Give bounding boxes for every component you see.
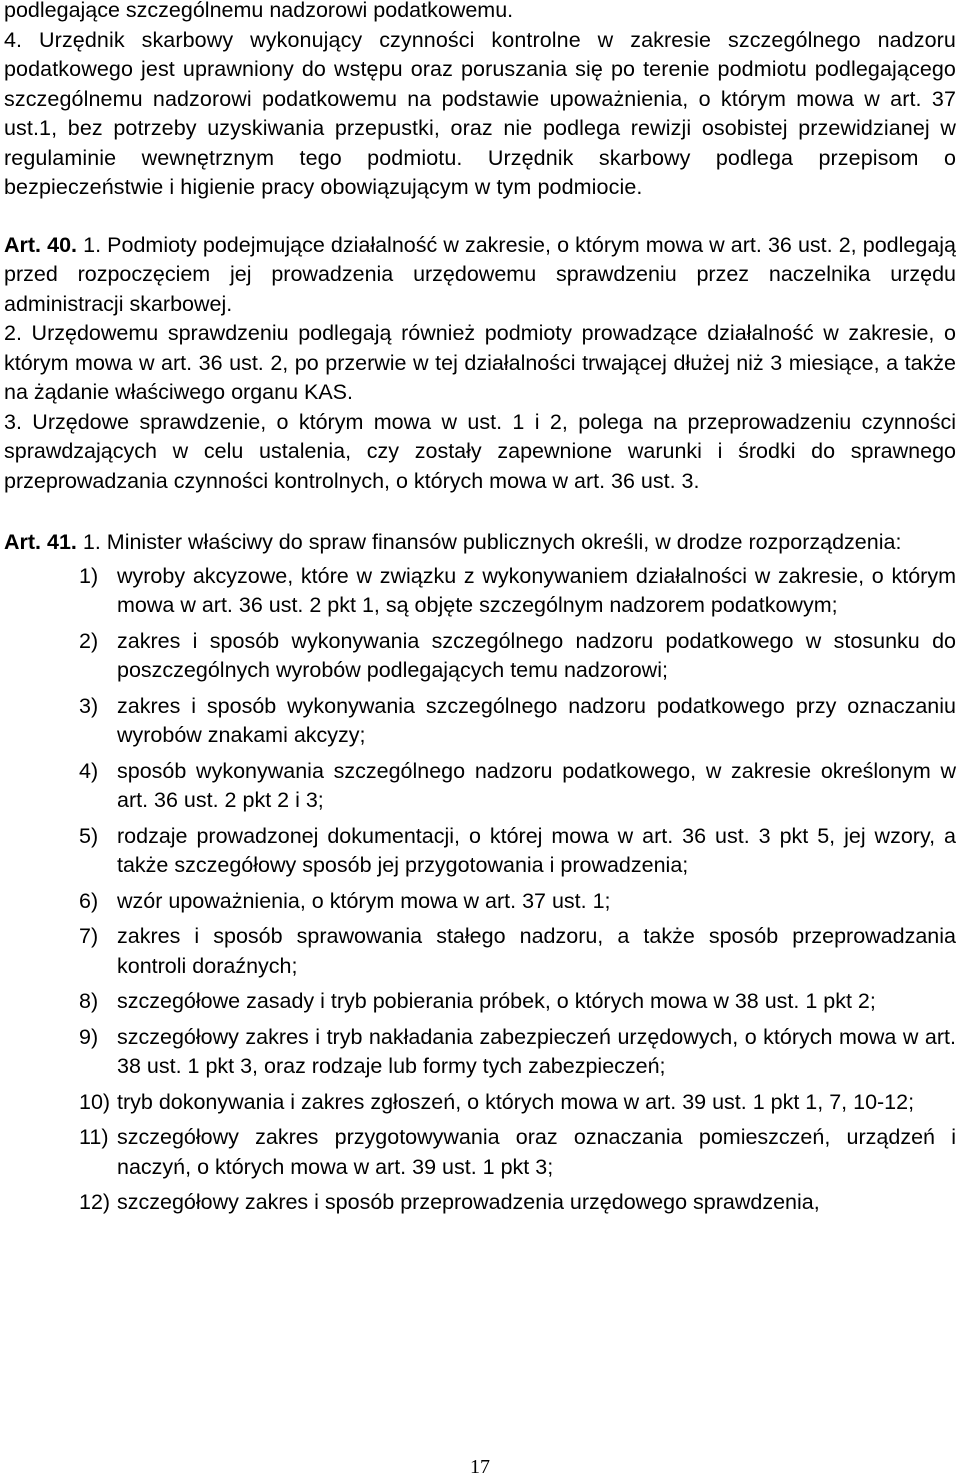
art41-item-list [4,562,956,1218]
list-item-text: szczegółowe zasady i tryb pobierania próbek, o których mowa w 38 ust. 1 pkt 2; [117,989,876,1013]
list-item-text: wzór upoważnienia, o którym mowa w art. 37 ust. 1; [117,888,611,913]
list-item-number: 6) [79,888,99,913]
paragraph-continuation: podlegające szczególnemu nadzorowi podatkowemu. [4,0,514,22]
list-item [4,692,956,751]
list-item [4,822,956,881]
list-item [4,1188,956,1218]
list-item-number: 1) [79,563,99,588]
list-item-number: 10) [79,1089,111,1114]
list-item-number: 11) [79,1125,109,1149]
paragraph-art40-ust2: 2. Urzędowemu sprawdzeniu podlegają również podmioty prowadzące działalność w zakresie, o którym mowa w art. 36 ust. 2, po przerwie w tej działalności trwającej dłużej niż 3 miesiące, a także na żądanie właściwego organu KAS. [4,321,956,404]
list-item-number: 5) [79,823,99,848]
list-item-number: 9) [79,1024,99,1049]
list-item-number: 8) [79,989,99,1013]
list-item-number: 3) [79,693,99,718]
list-item-number: 2) [79,628,99,653]
list-item-text: rodzaje prowadzonej dokumentacji, o której mowa w art. 36 ust. 3 pkt 5, jej wzory, a także szczegółowy sposób jej przygotowania i prowadzenia; [117,823,956,877]
list-item-text: sposób wykonywania szczególnego nadzoru podatkowego, w zakresie określonym w art. 36 ust. 2 pkt 2 i 3; [117,758,956,812]
paragraph-art40-ust1 [4,231,956,320]
list-item-text: zakres i sposób sprawowania stałego nadzoru, a także sposób przeprowadzania kontroli doraźnych; [117,924,956,978]
document-page [4,0,956,1224]
list-item [4,1123,956,1182]
article-heading-art41: Art. 41. [4,530,77,554]
article-heading-art40: Art. 40. [4,232,78,257]
list-item-text: szczegółowy zakres i tryb nakładania zabezpieczeń urzędowych, o których mowa w art. 38 ust. 1 pkt 3, oraz rodzaje lub formy tych zabezpieczeń; [117,1024,956,1078]
list-item-text: szczegółowy zakres przygotowywania oraz oznaczania pomieszczeń, urządzeń i naczyń, o których mowa w art. 39 ust. 1 pkt 3; [117,1125,956,1179]
list-item [4,1088,956,1118]
list-item [4,627,956,686]
page-number: 17 [470,1456,490,1478]
list-item-text: wyroby akcyzowe, które w związku z wykonywaniem działalności w zakresie, o którym mowa w art. 36 ust. 2 pkt 1, są objęte szczególnym nadzorem podatkowym; [117,563,956,617]
list-item-text: szczegółowy zakres i sposób przeprowadzenia urzędowego sprawdzenia, [117,1190,820,1214]
paragraph-art41-ust1 [4,528,956,558]
list-item-text: zakres i sposób wykonywania szczególnego nadzoru podatkowego przy oznaczaniu wyrobów znakami akcyzy; [117,693,956,747]
list-item [4,922,956,981]
list-item [4,757,956,816]
list-item [4,887,956,917]
list-item-number: 7) [79,924,99,948]
spacer [4,496,956,528]
spacer [4,203,956,231]
paragraph-art39-ust4: 4. Urzędnik skarbowy wykonujący czynności kontrolne w zakresie szczególnego nadzoru podatkowego jest uprawniony do wstępu oraz poruszania się po terenie podmiotu podlegającego szczególnemu nadzorowi podatkowemu na podstawie upoważnienia, o którym mowa w art. 37 ust.1, bez potrzeby uzyskiwania przepustki, oraz nie podlega rewizji osobistej przewidzianej w regulaminie wewnętrznym tego podmiotu. Urzędnik skarbowy podlega przepisom o bezpieczeństwie i higienie pracy obowiązującym w tym podmiocie. [4,27,956,199]
list-item-text: tryb dokonywania i zakres zgłoszeń, o których mowa w art. 39 ust. 1 pkt 1, 7, 10-12; [117,1089,915,1114]
list-item [4,562,956,621]
list-item-number: 4) [79,758,99,783]
art40-ust1-text: 1. Podmioty podejmujące działalność w zakresie, o którym mowa w art. 36 ust. 2, podlegają przed rozpoczęciem jej prowadzenia urzędowemu sprawdzeniu przez naczelnika urzędu administracji skarbowej. [4,232,957,316]
paragraph-art40-ust3: 3. Urzędowe sprawdzenie, o którym mowa w ust. 1 i 2, polega na przeprowadzeniu czynności sprawdzających w celu ustalenia, czy zostały zapewnione warunki i środki do sprawnego przeprowadzania czynności kontrolnych, o których mowa w art. 36 ust. 3. [4,409,956,493]
list-item-text: zakres i sposób wykonywania szczególnego nadzoru podatkowego w stosunku do poszczególnych wyrobów podlegających temu nadzorowi; [117,628,956,682]
list-item [4,1023,956,1082]
list-item [4,987,956,1017]
art41-intro-text: 1. Minister właściwy do spraw finansów publicznych określi, w drodze rozporządzenia: [82,530,902,554]
list-item-number: 12) [79,1190,111,1214]
